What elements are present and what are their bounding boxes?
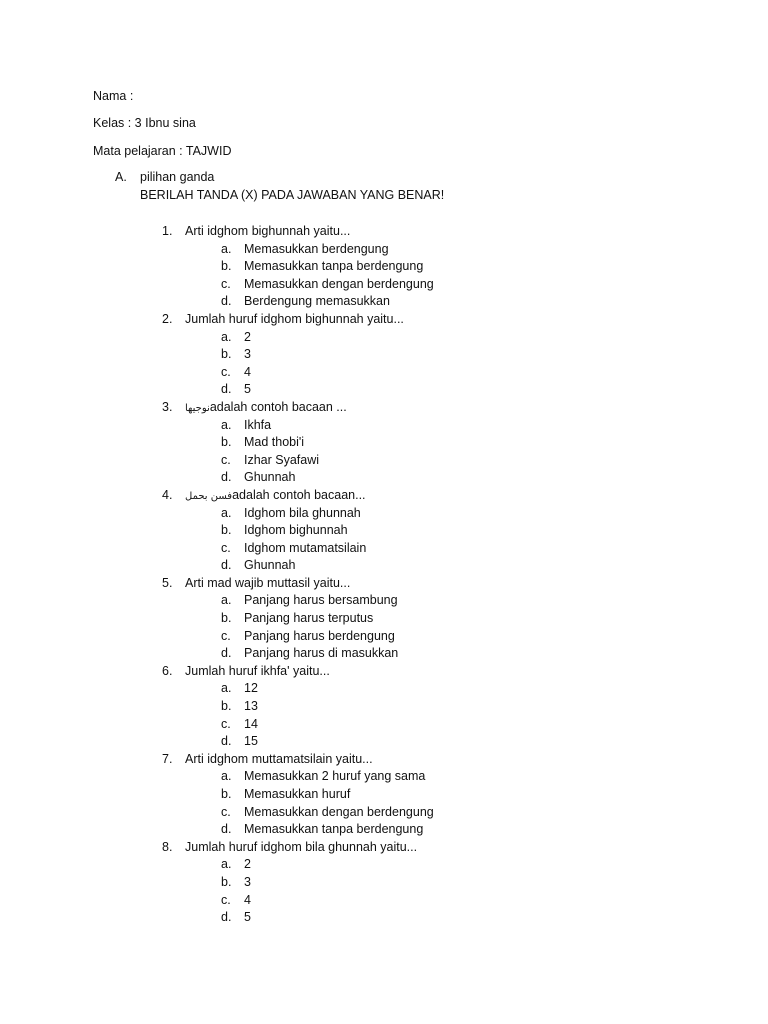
option-text: Panjang harus terputus: [244, 611, 374, 626]
arabic-example: نوجيها: [185, 402, 210, 414]
answer-option[interactable]: [0, 381, 768, 399]
option-text: 2: [244, 857, 251, 872]
answer-option[interactable]: [0, 645, 768, 663]
answer-option[interactable]: [0, 258, 768, 276]
answer-option[interactable]: [0, 733, 768, 751]
answer-option[interactable]: [0, 716, 768, 734]
section-title: pilihan ganda: [140, 170, 215, 184]
question-text: [185, 487, 366, 506]
option-text: Memasukkan huruf: [244, 787, 351, 801]
option-text: Ikhfa: [244, 417, 272, 432]
answer-option[interactable]: [0, 276, 768, 294]
option-text: 5: [244, 910, 251, 925]
option-text: Panjang harus bersambung: [244, 593, 398, 608]
answer-option[interactable]: [0, 452, 768, 470]
answer-option[interactable]: [0, 293, 768, 311]
option-letter: a.: [221, 769, 232, 784]
answer-option[interactable]: [0, 768, 768, 786]
option-text: 3: [244, 347, 251, 362]
question-prompt: adalah contoh bacaan...: [232, 487, 366, 502]
option-letter: c.: [221, 804, 231, 819]
question-line: [0, 487, 768, 505]
option-letter: a.: [221, 241, 232, 256]
answer-option[interactable]: [0, 909, 768, 927]
option-text: Ghunnah: [244, 558, 296, 573]
question-item: [0, 575, 768, 663]
answer-option[interactable]: [0, 592, 768, 610]
option-letter: d.: [221, 382, 232, 397]
answer-option[interactable]: [0, 628, 768, 646]
answer-option[interactable]: [0, 522, 768, 540]
option-text: 4: [244, 364, 251, 379]
option-text: 5: [244, 382, 251, 397]
option-text: 3: [244, 874, 251, 889]
answer-option[interactable]: [0, 469, 768, 487]
option-letter: c.: [221, 364, 231, 379]
option-letter: d.: [221, 910, 232, 925]
option-letter: b.: [221, 699, 232, 714]
option-letter: a.: [221, 593, 232, 608]
option-text: 15: [244, 734, 258, 749]
option-letter: d.: [221, 470, 232, 485]
option-text: 12: [244, 681, 258, 696]
option-letter: a.: [221, 417, 232, 432]
question-line: [0, 399, 768, 417]
question-item: [0, 751, 768, 839]
question-number: 3.: [162, 399, 173, 414]
question-prompt: Jumlah huruf idghom bighunnah yaitu...: [185, 311, 404, 326]
option-text: Mad thobi'i: [244, 435, 305, 450]
option-text: Izhar Syafawi: [244, 452, 320, 467]
question-item: [0, 839, 768, 927]
answer-option[interactable]: [0, 786, 768, 804]
option-text: Memasukkan dengan berdengung: [244, 804, 434, 819]
question-number: 4.: [162, 487, 173, 502]
question-list: [0, 223, 768, 927]
question-text: [185, 575, 350, 593]
question-prompt: Arti idghom bighunnah yaitu...: [185, 224, 351, 238]
answer-option[interactable]: [0, 505, 768, 523]
option-letter: d.: [221, 558, 232, 573]
question-number: 8.: [162, 839, 173, 854]
option-letter: d.: [221, 646, 232, 661]
question-item: [0, 223, 768, 311]
option-letter: c.: [221, 628, 231, 643]
question-number: 1.: [162, 224, 173, 238]
question-number: 2.: [162, 311, 173, 326]
option-text: Panjang harus di masukkan: [244, 646, 399, 661]
subject-label: Mata pelajaran : TAJWID: [93, 144, 232, 158]
answer-option[interactable]: [0, 364, 768, 382]
answer-option[interactable]: [0, 680, 768, 698]
option-text: Idghom bighunnah: [244, 523, 348, 538]
answer-option[interactable]: [0, 821, 768, 839]
answer-option[interactable]: [0, 698, 768, 716]
option-letter: d.: [221, 734, 232, 749]
option-text: Berdengung memasukkan: [244, 294, 390, 309]
option-letter: a.: [221, 329, 232, 344]
question-item: [0, 663, 768, 751]
answer-option[interactable]: [0, 804, 768, 822]
answer-option[interactable]: [0, 346, 768, 364]
option-letter: b.: [221, 611, 232, 626]
question-line: [0, 575, 768, 593]
option-text: Memasukkan tanpa berdengung: [244, 822, 424, 837]
option-text: Memasukkan 2 huruf yang sama: [244, 769, 426, 784]
option-letter: d.: [221, 822, 232, 837]
option-text: Idghom bila ghunnah: [244, 505, 361, 520]
option-letter: b.: [221, 347, 232, 362]
question-line: [0, 839, 768, 857]
question-line: [0, 311, 768, 329]
option-text: 2: [244, 329, 251, 344]
class-label: Kelas : 3 Ibnu sina: [93, 116, 196, 130]
answer-option[interactable]: [0, 892, 768, 910]
question-item: [0, 487, 768, 575]
question-text: [185, 751, 373, 769]
option-text: Idghom mutamatsilain: [244, 540, 367, 555]
option-letter: c.: [221, 892, 231, 907]
option-letter: b.: [221, 523, 232, 538]
answer-option[interactable]: [0, 856, 768, 874]
question-text: [185, 311, 404, 329]
question-text: [185, 839, 417, 857]
answer-option[interactable]: [0, 417, 768, 435]
question-number: 6.: [162, 663, 173, 678]
question-number: 5.: [162, 575, 173, 590]
question-prompt: adalah contoh bacaan ...: [209, 399, 347, 414]
question-prompt: Jumlah huruf idghom bila ghunnah yaitu...: [185, 839, 418, 854]
option-letter: c.: [221, 276, 231, 291]
option-text: Memasukkan dengan berdengung: [244, 276, 434, 291]
question-text: [185, 663, 330, 681]
question-text: [185, 223, 350, 241]
option-letter: a.: [221, 681, 232, 696]
section-letter: A.: [115, 170, 127, 184]
arabic-example: فسن بحمل: [185, 490, 233, 502]
answer-option[interactable]: [0, 874, 768, 892]
option-letter: d.: [221, 294, 232, 309]
question-line: [0, 223, 768, 241]
answer-option[interactable]: [0, 434, 768, 452]
option-text: 4: [244, 892, 251, 907]
question-item: [0, 399, 768, 487]
question-text: [185, 399, 347, 418]
option-letter: c.: [221, 540, 231, 555]
option-letter: a.: [221, 505, 232, 520]
option-text: 13: [244, 699, 258, 714]
question-item: [0, 311, 768, 399]
name-field-label: Nama :: [93, 89, 134, 103]
question-number: 7.: [162, 751, 173, 766]
option-letter: b.: [221, 259, 232, 274]
option-text: Ghunnah: [244, 470, 296, 485]
answer-option[interactable]: [0, 557, 768, 575]
question-prompt: Arti mad wajib muttasil yaitu...: [185, 575, 351, 590]
option-letter: b.: [221, 435, 232, 450]
option-text: Memasukkan berdengung: [244, 241, 389, 256]
question-line: [0, 751, 768, 769]
option-letter: b.: [221, 874, 232, 889]
section-instruction: BERILAH TANDA (X) PADA JAWABAN YANG BENAR!: [140, 188, 445, 202]
option-text: 14: [244, 716, 258, 731]
option-letter: c.: [221, 452, 231, 467]
answer-option[interactable]: [0, 241, 768, 259]
option-letter: b.: [221, 787, 232, 801]
answer-option[interactable]: [0, 329, 768, 347]
option-text: Panjang harus berdengung: [244, 628, 395, 643]
option-letter: a.: [221, 857, 232, 872]
question-prompt: Arti idghom muttamatsilain yaitu...: [185, 751, 373, 766]
answer-option[interactable]: [0, 540, 768, 558]
question-prompt: Jumlah huruf ikhfa' yaitu...: [185, 663, 330, 678]
option-text: Memasukkan tanpa berdengung: [244, 259, 424, 274]
option-letter: c.: [221, 716, 231, 731]
question-line: [0, 663, 768, 681]
answer-option[interactable]: [0, 610, 768, 628]
